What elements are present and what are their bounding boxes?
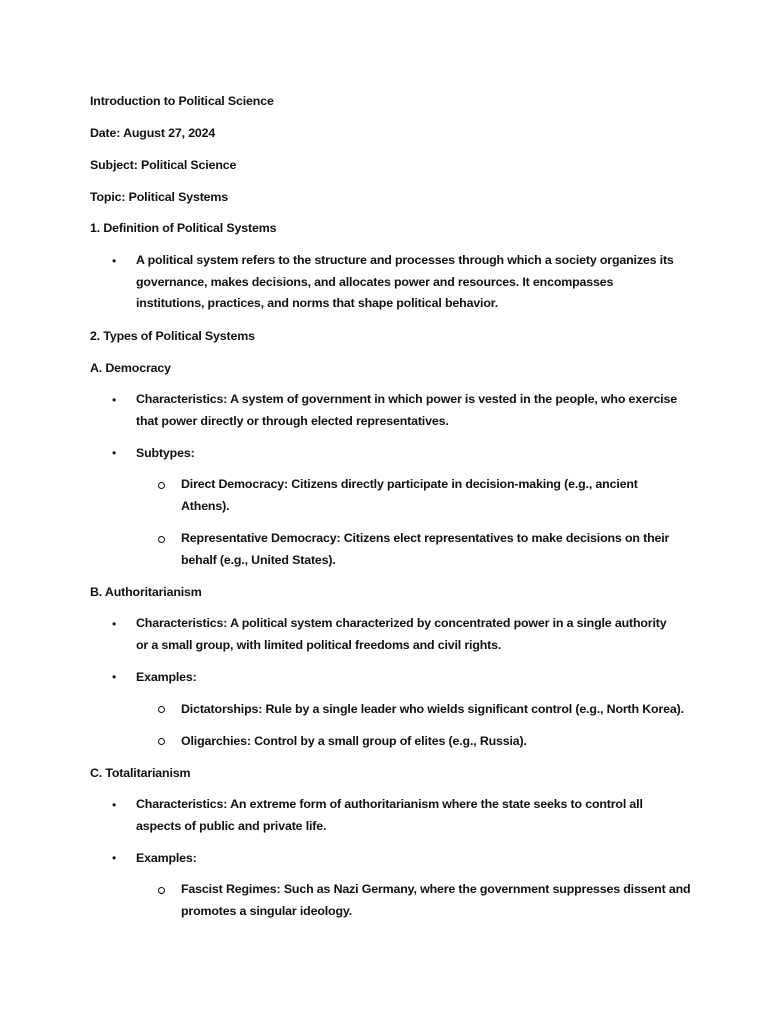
bullet-marker: • (112, 393, 117, 407)
subsection-heading-democracy: A. Democracy (90, 361, 171, 375)
document-date: Date: August 27, 2024 (90, 126, 216, 140)
totalitarianism-examples-label: Examples: (136, 851, 197, 865)
sub-bullet-circle (158, 887, 165, 894)
authoritarianism-example-dictatorships: Dictatorships: Rule by a single leader who wields significant control (e.g., North Korea). (181, 702, 684, 716)
subsection-heading-authoritarianism: B. Authoritarianism (90, 585, 202, 599)
section-heading-types: 2. Types of Political Systems (90, 329, 255, 343)
democracy-subtype-representative: Representative Democracy: Citizens elect representatives to make decisions on their behalf (e.g., United States). (181, 531, 670, 567)
document-title: Introduction to Political Science (90, 94, 274, 108)
authoritarianism-examples-label: Examples: (136, 670, 197, 684)
bullet-marker: • (112, 617, 117, 631)
sub-bullet-circle (158, 536, 165, 543)
sub-bullet-circle (158, 738, 165, 745)
democracy-subtypes-label: Subtypes: (136, 446, 195, 460)
subsection-heading-totalitarianism: C. Totalitarianism (90, 766, 191, 780)
bullet-marker: • (112, 670, 117, 684)
democracy-subtype-direct: Direct Democracy: Citizens directly participate in decision-making (e.g., ancient Athens). (181, 477, 638, 513)
document-topic: Topic: Political Systems (90, 190, 229, 204)
democracy-characteristics: Characteristics: A system of government in which power is vested in the people, who exercise that power directly or through elected representatives. (136, 392, 677, 428)
sub-bullet-circle (158, 482, 165, 489)
authoritarianism-characteristics: Characteristics: A political system characterized by concentrated power in a single authority or a small group, with limited political freedoms and civil rights. (136, 616, 667, 652)
document-subject: Subject: Political Science (90, 158, 237, 172)
section-heading-definition: 1. Definition of Political Systems (90, 221, 277, 235)
bullet-marker: • (112, 851, 117, 865)
bullet-marker: • (112, 798, 117, 812)
totalitarianism-example-fascist: Fascist Regimes: Such as Nazi Germany, where the government suppresses dissent and promotes a singular ideology. (181, 882, 691, 918)
totalitarianism-characteristics: Characteristics: An extreme form of authoritarianism where the state seeks to control all aspects of public and private life. (136, 797, 643, 833)
definition-text: A political system refers to the structure and processes through which a society organizes its governance, makes decisions, and allocates power and resources. It encompasses institutions, practices, and norms that shape political behavior. (136, 253, 674, 310)
sub-bullet-circle (158, 706, 165, 713)
bullet-marker: • (112, 446, 117, 460)
authoritarianism-example-oligarchies: Oligarchies: Control by a small group of elites (e.g., Russia). (181, 734, 527, 748)
bullet-marker: • (112, 254, 117, 268)
